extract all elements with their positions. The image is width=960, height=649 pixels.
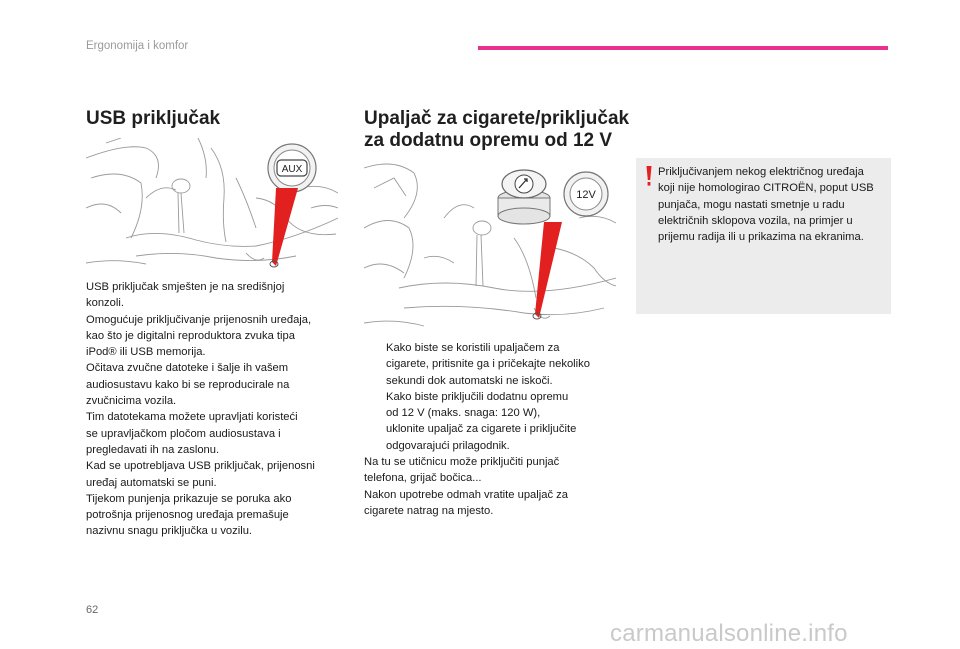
lighter-title-line: Upaljač za cigarete/priključak (364, 108, 630, 129)
bullet-line: Kako biste priključili dodatnu opremu (386, 390, 569, 403)
bullet-line: cigarete, pritisnite ga i pričekajte nekoliko (386, 358, 590, 371)
12v-badge-text: 12V (576, 189, 596, 201)
usb-line: pregledavati ih na zaslonu. (86, 443, 220, 456)
bullet-line: od 12 V (maks. snaga: 120 W), (386, 407, 541, 420)
warning-box (636, 158, 891, 314)
usb-line: Tim datotekama možete upravljati koristeći (86, 411, 298, 424)
watermark: carmanualsonline.info (610, 620, 848, 647)
exclamation-warning-icon (646, 166, 652, 186)
warning-line: Priključivanjem nekog električnog uređaja (658, 166, 864, 178)
warning-line: koji nije homologirao CITROËN, poput USB (658, 182, 874, 195)
lighter-socket-illustration (364, 158, 616, 330)
lighter-title (364, 108, 644, 152)
plain-line: cigarete natrag na mjesto. (364, 504, 494, 517)
header-accent-bar (478, 46, 888, 50)
bullet-marker-icon (364, 389, 386, 454)
usb-line: audiosustavu kako bi se reproducirale na (86, 378, 290, 391)
usb-line: kao što je digitalni reproduktora zvuka tipa (86, 329, 295, 342)
bullet-item (364, 340, 624, 389)
warning-line: prijemu radija ili u prikazima na ekranima. (658, 231, 864, 244)
section-label: Ergonomija i komfor (86, 40, 189, 52)
page-number: 62 (86, 604, 99, 616)
warning-line: električnih sklopova vozila, na primjer u (658, 214, 853, 227)
aux-badge-text: AUX (281, 164, 303, 175)
warning-text (658, 164, 888, 245)
plain-line: Na tu se utičnicu može priključiti punjač (364, 456, 560, 469)
plain-line: Nakon upotrebe odmah vratite upaljač za (364, 488, 568, 501)
usb-line: konzoli. (86, 297, 124, 310)
usb-line: Tijekom punjenja prikazuje se poruka ako (86, 492, 292, 505)
bullet-line: odgovarajući prilagodnik. (386, 439, 510, 452)
lighter-title-line: za dodatnu opremu od 12 V (364, 130, 613, 151)
bullet-line: sekundi dok automatski ne iskoči. (386, 374, 553, 387)
usb-line: zvučnicima vozila. (86, 395, 177, 408)
usb-line: iPod® ili USB memorija. (86, 346, 206, 359)
usb-line: uređaj automatski se puni. (86, 476, 217, 489)
usb-title: USB priključak (86, 108, 221, 129)
usb-line: se upravljačkom pločom audiosustava i (86, 427, 281, 440)
bullet-item (364, 389, 624, 454)
usb-line: nazivnu snagu priključka u vozilu. (86, 525, 253, 538)
warning-line: punjača, mogu nastati smetnje u radu (658, 198, 845, 211)
bullet-line: uklonite upaljač za cigarete i priključite (386, 423, 577, 436)
plain-line: telefona, grijač bočica... (364, 472, 482, 485)
usb-port-illustration (86, 138, 338, 272)
lighter-instructions (364, 340, 624, 519)
usb-line: Kad se upotrebljava USB priključak, prijenosni (86, 460, 315, 473)
usb-line: Omogućuje priključivanje prijenosnih uređaja, (86, 313, 312, 326)
bullet-line: Kako biste se koristili upaljačem za (386, 342, 560, 354)
usb-line: USB priključak smješten je na središnjoj (86, 281, 285, 293)
usb-line: potrošnja prijenosnog uređaja premašuje (86, 509, 289, 522)
usb-description (86, 279, 348, 540)
bullet-marker-icon (364, 340, 386, 389)
usb-line: Očitava zvučne datoteke i šalje ih vašem (86, 362, 289, 375)
